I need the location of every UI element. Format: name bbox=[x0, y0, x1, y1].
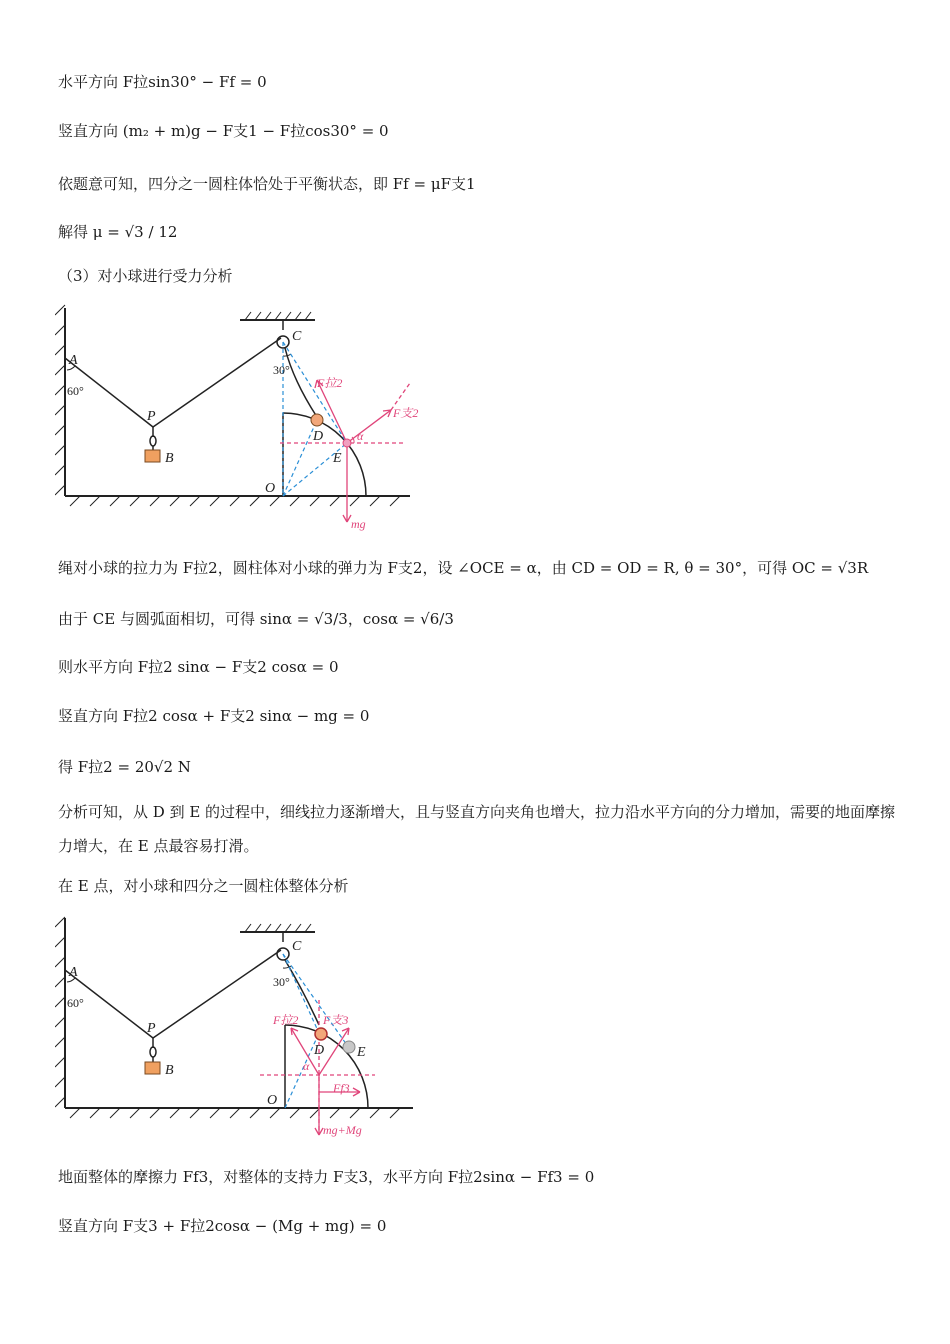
vertical-equation-1: 竖直方向 (m₂ + m)g − F支1 − F拉cos30° = 0 bbox=[58, 122, 389, 140]
force-diagram-ball bbox=[55, 300, 425, 535]
label-f-support: F支3 bbox=[323, 1013, 349, 1027]
label-b: B bbox=[165, 1063, 174, 1078]
label-alpha: α bbox=[303, 1059, 310, 1073]
label-f-pull: F拉2 bbox=[317, 376, 343, 390]
vertical-equation-2: 竖直方向 F拉2 cosα + F支2 sinα − mg = 0 bbox=[58, 707, 370, 725]
analysis-paragraph: 分析可知，从 D 到 E 的过程中，细线拉力逐渐增大，且与竖直方向夹角也增大，拉力沿水平方向的分力增加，需要的地面摩擦力增大，在 E 点最容易打滑。 bbox=[58, 803, 896, 855]
force-diagram-system bbox=[55, 910, 425, 1150]
label-f-pull: F拉2 bbox=[273, 1013, 299, 1027]
label-e: E bbox=[357, 1045, 366, 1060]
angle-30: 30° bbox=[273, 363, 290, 377]
label-mg: mg bbox=[351, 517, 366, 531]
tension-result: 得 F拉2 = 20√2 N bbox=[58, 758, 191, 776]
whole-analysis-heading: 在 E 点，对小球和四分之一圆柱体整体分析 bbox=[58, 877, 349, 895]
angle-60: 60° bbox=[67, 384, 84, 398]
friction-definitions: 地面整体的摩擦力 Ff3，对整体的支持力 F支3，水平方向 F拉2sinα − Ff3 = 0 bbox=[58, 1168, 595, 1186]
label-d: D bbox=[314, 1043, 325, 1058]
horizontal-equation-2: 则水平方向 F拉2 sinα − F支2 cosα = 0 bbox=[58, 658, 339, 676]
angle-60: 60° bbox=[67, 996, 84, 1010]
label-o: O bbox=[267, 1093, 278, 1108]
label-e: E bbox=[333, 451, 342, 466]
label-alpha: α bbox=[357, 429, 364, 443]
tangent-relation: 由于 CE 与圆弧面相切，可得 sinα = √3/3，cosα = √6/3 bbox=[58, 610, 454, 628]
label-c: C bbox=[292, 939, 302, 954]
label-o: O bbox=[265, 481, 276, 496]
label-a: A bbox=[69, 965, 78, 980]
label-c: C bbox=[292, 329, 302, 344]
ball-d bbox=[311, 414, 323, 426]
block-b bbox=[145, 1062, 160, 1074]
angle-30: 30° bbox=[273, 975, 290, 989]
label-friction: Ff3 bbox=[333, 1081, 350, 1095]
ball-d bbox=[315, 1028, 327, 1040]
label-f-support: F支2 bbox=[393, 406, 419, 420]
label-p: P bbox=[147, 1021, 156, 1036]
label-b: B bbox=[165, 451, 174, 466]
ball-e bbox=[343, 439, 351, 447]
horizontal-equation-1: 水平方向 F拉sin30° − Ff = 0 bbox=[58, 73, 267, 91]
ball-e bbox=[343, 1041, 355, 1053]
force-definitions: 绳对小球的拉力为 F拉2，圆柱体对小球的弹力为 F支2，设 ∠OCE = α，由 CD = OD = R, θ = 30°，可得 OC = √3R bbox=[58, 559, 869, 577]
mu-result: 解得 μ = √3 / 12 bbox=[58, 223, 178, 241]
equilibrium-condition: 依题意可知，四分之一圆柱体恰处于平衡状态，即 Ff = μF支1 bbox=[58, 175, 476, 193]
vertical-equation-3: 竖直方向 F支3 + F拉2cosα − (Mg + mg) = 0 bbox=[58, 1217, 387, 1235]
label-weight: mg+Mg bbox=[323, 1123, 362, 1137]
label-p: P bbox=[147, 409, 156, 424]
label-d: D bbox=[313, 429, 324, 444]
block-b bbox=[145, 450, 160, 462]
label-a: A bbox=[69, 353, 78, 368]
part3-heading: （3）对小球进行受力分析 bbox=[58, 267, 233, 285]
